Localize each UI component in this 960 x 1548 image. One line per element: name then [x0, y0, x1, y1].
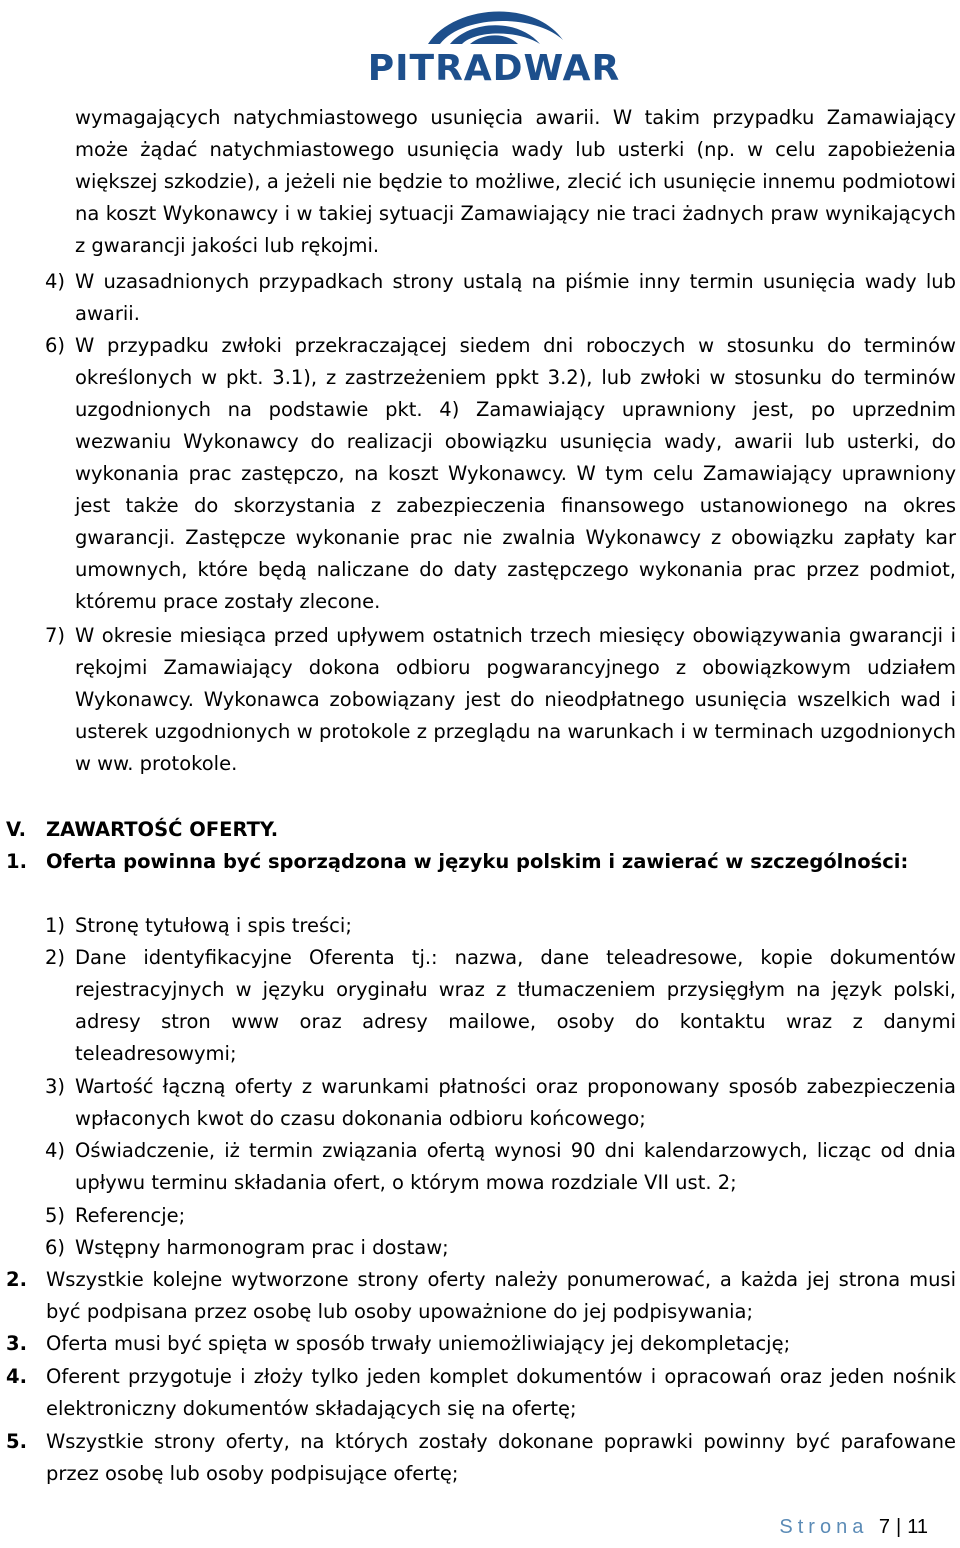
list-item-number: 7) [45, 624, 66, 647]
sub-item-text: Oświadczenie, iż termin związania ofertą wynosi 90 dni kalendarzowych, licząc od dnia upływu terminu składania ofert, o którym mowa rozdziale VII ust. 2; [75, 1139, 956, 1194]
main-point-number: 4. [6, 1365, 27, 1388]
main-point [6, 1426, 956, 1490]
sub-item-number: 6) [45, 1236, 66, 1259]
list-item-text: W okresie miesiąca przed upływem ostatnich trzech miesięcy obowiązywania gwarancji i rękojmi Zamawiający dokona odbioru pogwarancyjnego z obowiązkowym udziałem Wykonawcy. Wykonawca zobowiązany jest do nieodpłatnego usunięcia wszelkich wad i usterek uzgodnionych w protokole z przeglądu na warunkach i w terminach uzgodnionych w ww. protokole. [75, 624, 956, 775]
main-point-text: Wszystkie kolejne wytworzone strony oferty należy ponumerować, a każda jej strona musi być podpisana przez osobę lub osoby upoważnione do jej podpisywania; [46, 1268, 956, 1323]
svg-text:PITRADWAR: PITRADWAR [367, 48, 621, 86]
main-point-text: Oferta powinna być sporządzona w języku polskim i zawierać w szczególności: [46, 850, 909, 873]
sub-item-number: 3) [45, 1075, 66, 1098]
main-point-text: Oferta musi być spięta w sposób trwały uniemożliwiający jej dekompletację; [46, 1332, 791, 1355]
sub-item-text: Dane identyfikacyjne Oferenta tj.: nazwa, dane teleadresowe, kopie dokumentów rejestracyjnych w języku oryginału wraz z tłumaczeniem przysięgłym na język polski, adresy stron www oraz adresy mailowe, osoby do kontaktu wraz z danymi teleadresowymi; [75, 946, 956, 1065]
sub-item-number: 4) [45, 1139, 66, 1162]
main-point-number: 5. [6, 1430, 27, 1453]
main-point-number: 3. [6, 1332, 27, 1355]
main-point [6, 846, 956, 878]
list-item [45, 266, 956, 330]
sub-item-text: Referencje; [75, 1204, 186, 1227]
main-point-text: Wszystkie strony oferty, na których zostały dokonane poprawki powinny być parafowane przez osobę lub osoby podpisujące ofertę; [46, 1430, 956, 1485]
sub-item [45, 1200, 956, 1232]
footer-separator: | [896, 1516, 902, 1538]
list-item-number: 4) [45, 270, 66, 293]
intro-paragraph: wymagających natychmiastowego usunięcia awarii. W takim przypadku Zamawiający może żądać natychmiastowego usunięcia wady lub usterki (np. w celu zapobieżenia większej szkodzie), a jeżeli nie będzie to możliwe, zlecić ich usunięcie innemu podmiotowi na koszt Wykonawcy i w takiej sytuacji Zamawiający nie traci żadnych praw wynikających z gwarancji jakości lub rękojmi. [75, 106, 956, 257]
page-number: 7 [878, 1516, 891, 1538]
list-item-text: W uzasadnionych przypadkach strony ustalą na piśmie inny termin usunięcia wady lub awarii. [75, 270, 956, 325]
list-item-number: 6) [45, 334, 66, 357]
sub-item-number: 2) [45, 946, 66, 969]
sub-item [45, 942, 956, 1070]
main-point-number: 1. [6, 850, 27, 873]
main-point [6, 1328, 956, 1360]
main-point [6, 1264, 956, 1328]
page-footer [779, 1516, 928, 1539]
sub-item-number: 5) [45, 1204, 66, 1227]
sub-item [45, 1071, 956, 1135]
main-point-number: 2. [6, 1268, 27, 1291]
footer-label: Strona [779, 1516, 869, 1538]
sub-item [45, 1232, 956, 1264]
sub-item-text: Stronę tytułową i spis treści; [75, 914, 352, 937]
sub-item [45, 910, 956, 942]
pitradwar-logo-icon [358, 0, 630, 86]
list-item [45, 620, 956, 780]
sub-item [45, 1135, 956, 1199]
main-point-text: Oferent przygotuje i złoży tylko jeden komplet dokumentów i opracowań oraz jeden nośnik elektroniczny dokumentów składających się na ofertę; [46, 1365, 956, 1420]
sub-item-text: Wartość łączną oferty z warunkami płatności oraz proponowany sposób zabezpieczenia wpłaconych kwot do czasu dokonania odbioru końcowego; [75, 1075, 956, 1130]
sub-item-text: Wstępny harmonogram prac i dostaw; [75, 1236, 449, 1259]
main-point [6, 1361, 956, 1425]
sub-item-number: 1) [45, 914, 66, 937]
page-total: 11 [907, 1516, 928, 1538]
list-item [45, 330, 956, 618]
section-title: ZAWARTOŚĆ OFERTY. [46, 818, 279, 841]
list-item-text: W przypadku zwłoki przekraczającej siedem dni roboczych w stosunku do terminów określonych w pkt. 3.1), z zastrzeżeniem ppkt 3.2), lub zwłoki w stosunku do terminów uzgodnionych na podstawie pkt. 4) Zamawiający uprawniony jest, po uprzednim wezwaniu Wykonawcy do realizacji obowiązku usunięcia wady, awarii lub usterki, do wykonania prac zastępczo, na koszt Wykonawcy. W tym celu Zamawiający uprawniony jest także do skorzystania z zabezpieczenia finansowego ustanowionego na okres gwarancji. Zastępcze wykonanie prac nie zwalnia Wykonawcy z obowiązku zapłaty kar umownych, które będą naliczane do daty zastępczego wykonania prac przez podmiot, któremu prace zostały zlecone. [75, 334, 956, 613]
company-logo [358, 0, 630, 86]
section-number: V. [6, 818, 26, 841]
